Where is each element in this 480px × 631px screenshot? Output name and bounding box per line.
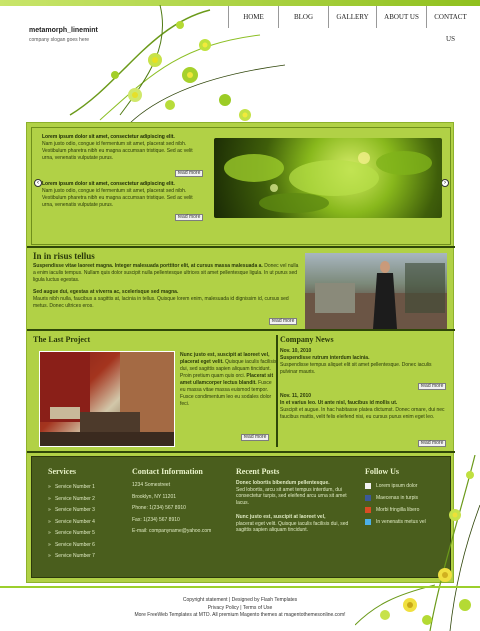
main-nav [228,6,474,43]
contact-column [132,467,232,538]
slide-item-1 [42,134,202,162]
follow-item-3[interactable]: Morbi fringilla libero [365,504,447,516]
intro-p1-bold: Suspendisse vitae laoreet magna. Integer malesuada porttitor elit, at cursus massa malesuada a. [33,263,263,269]
service-item-5[interactable]: » Service Number 5 [48,530,95,536]
column-divider [276,335,278,447]
project-bold-1: Nunc justo est, suscipit at laoreet vel, placerat eget velit. [180,352,270,365]
read-more-button[interactable]: read more [175,170,203,177]
read-more-button[interactable]: read more [175,214,203,221]
contact-email[interactable]: E-mail: companyname@yahoo.com [132,528,212,534]
intro-section [33,251,301,310]
nav-contact-us[interactable]: CONTACT US [426,6,474,28]
follow-item-4[interactable]: In venenatis metus vel [365,516,447,528]
stumble-icon [365,507,371,513]
section-divider [27,329,455,331]
service-item-3[interactable]: » Service Number 3 [48,507,95,513]
project-text-1: Quisque iaculis facilisis dui, sed sagittis sapien aliquam tincidunt. Proin pretium quam quis orci. [180,359,277,379]
news-headline-1: Suspendisse rutrum interdum lacinia. [280,355,370,361]
news-list [280,348,446,376]
site-slogan: company slogan goes here [29,37,90,43]
project-bold-2: Placerat sit amet ullamcorper lectus blandit. [180,373,274,386]
copyright-line-1: Copyright statement | Designed by Flash Templates [182,597,298,603]
post-1-title[interactable]: Donec lobortis bibendum pellentesque. [236,480,330,486]
read-more-button[interactable]: read more [269,318,297,325]
nav-gallery[interactable]: GALLERY [328,6,376,28]
site-name[interactable]: metamorph_linemint [29,27,98,34]
rss-icon [365,483,371,489]
footer-block [31,456,451,578]
copyright-line-2[interactable]: Privacy Policy | Terms of Use [207,604,273,611]
bottom-bar [0,586,480,588]
news-title: Company News [280,335,334,344]
facebook-icon [365,495,371,501]
slider-next-arrow-icon[interactable]: › [441,179,449,187]
contact-title: Contact Information [132,467,203,476]
service-item-7[interactable]: » Service Number 7 [48,553,95,559]
news-text-1: Suspendisse tempus aliquet elit sit amet pellentesque. Donec iaculis pulvinar mauris. [280,362,432,375]
contact-fax: Fax: 1(234) 567 8910 [132,516,180,523]
intro-photo [305,253,447,329]
service-item-6[interactable]: » Service Number 6 [48,541,95,548]
intro-p2-bold: Sed augue dui, egestas at viverra ac, scelerisque sed magna. [33,289,179,295]
service-item-4[interactable]: » Service Number 4 [48,518,95,525]
twitter-icon [365,519,371,525]
slide-1-text: Nam justo odio, congue id fermentum sit amet, placerat sed nibh. Vestibulum pharetra nibh eu magna accumsan tristique. Sed ac velit urna, venenatis vulputate purus. [42,141,193,161]
slide-2-title: Lorem ipsum dolor sit amet, consectetur adipiscing elit. [42,181,175,187]
section-divider [27,451,455,453]
project-text [180,352,277,408]
section-divider [27,246,455,248]
recent-posts-column [236,467,356,534]
service-item-1[interactable]: » Service Number 1 [48,484,95,490]
nav-home[interactable]: HOME [228,6,278,28]
services-title: Services [48,467,76,476]
project-title: The Last Project [33,335,91,344]
follow-item-1[interactable]: Lorem ipsum dolor [365,480,447,492]
intro-p1: Donec vel nulla a enim iaculis tempus. Nullam quis dolor suscipit nulla pellentesque ultrices sit amet pellentesque ligula. In ut purus sed ligula luctus egestas. [33,263,299,283]
post-2-title[interactable]: Nunc justo est, suscipit at laoreet vel, [236,514,326,520]
follow-title: Follow Us [365,467,399,476]
read-more-button[interactable]: read more [418,440,446,447]
news-date-1: Nov. 10, 2010 [280,348,312,354]
service-item-2[interactable]: » Service Number 2 [48,495,95,502]
nav-about-us[interactable]: ABOUT US [376,6,426,28]
contact-phone: Phone: 1(234) 567 8910 [132,505,186,511]
slider-section [31,127,451,245]
project-photo [39,351,175,447]
post-1-text: Sed lobortis, arcu sit amet tempus interdum, dui consectetur turpis, sed eleifend arcu urna sit amet lacus. [236,486,347,506]
news-list-2 [280,393,446,421]
read-more-button[interactable]: read more [418,383,446,390]
slide-1-title: Lorem ipsum dolor sit amet, consectetur adipiscing elit. [42,134,175,140]
copyright [0,597,480,620]
news-headline-2: In et varius leo. Ut ante nisl, faucibus id mollis ut. [280,400,398,406]
copyright-line-3[interactable]: More FreeWeb Templates at MTD. All premium Magento themes at magentothemesonline.com! [134,612,346,618]
project-text-2: Fusce eu massa vitae massa euismod tempor. Fusce condimentum leo eu sodales dolor feci. [180,380,272,407]
read-more-button[interactable]: read more [241,434,269,441]
contact-city: Brooklyn, NY 11201 [132,493,177,500]
follow-item-2[interactable]: Maecenas in turpis [365,492,447,504]
nav-blog[interactable]: BLOG [278,6,328,28]
news-text-2: Suscipit et augue. In hac habitasse platea dictumst. Donec ornare, dui nec faucibus mattis, velit felis eleifend nisi, eu cursus purus enim eget leo. [280,407,445,420]
recent-posts-title: Recent Posts [236,467,280,476]
news-date-2: Nov. 11, 2010 [280,393,312,399]
post-2-text: placerat eget velit. Quisque iaculis facilisis dui, sed sagittis sapien aliquam tincidunt. [236,520,349,533]
intro-p2: Mauris nibh nulla, faucibus a sagittis at, lacinia in tellus. Quisque lorem enim, malesuada id dignissim id, cursus sed metus. Donec ultrices eros. [33,296,289,309]
intro-title: In in risus tellus [33,251,95,261]
slider-prev-arrow-icon[interactable]: ‹ [34,179,42,187]
services-column [48,467,138,563]
slide-item-2 [42,181,202,209]
contact-address: 1234 Somestreet [132,482,171,488]
slide-2-text: Nam justo odio, congue id fermentum sit amet, placerat sed nibh. Vestibulum pharetra nibh eu magna accumsan tristique. Sed ac velit urna, venenatis vulputate purus. [42,188,193,208]
main-panel [26,122,454,583]
slider-image [214,138,442,218]
